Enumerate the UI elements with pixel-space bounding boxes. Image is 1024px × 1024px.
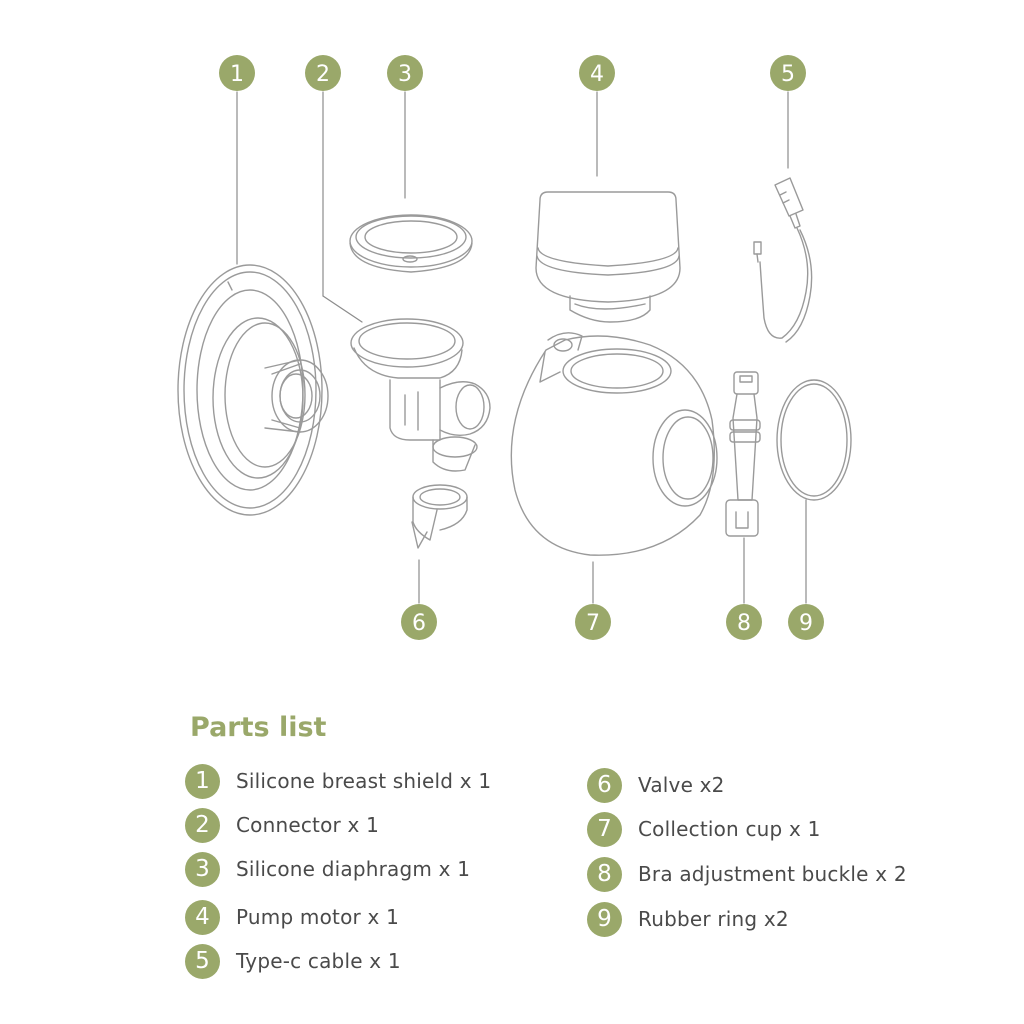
collection-cup-illustration xyxy=(511,333,717,555)
part-label: Silicone diaphragm x 1 xyxy=(236,857,471,881)
svg-text:4: 4 xyxy=(590,62,604,87)
parts-list-item xyxy=(185,806,379,844)
part-label: Bra adjustment buckle x 2 xyxy=(638,862,907,886)
leader-lines xyxy=(237,92,806,603)
callout-3 xyxy=(387,55,423,91)
part-label: Silicone breast shield x 1 xyxy=(236,769,492,793)
part-label: Pump motor x 1 xyxy=(236,905,400,929)
callout-2 xyxy=(305,55,341,91)
svg-text:3: 3 xyxy=(398,62,412,87)
pump-motor-illustration xyxy=(536,192,680,322)
parts-list-item xyxy=(587,855,907,893)
part-number-badge: 4 xyxy=(185,900,220,935)
callout-9 xyxy=(788,604,824,640)
part-number-badge: 2 xyxy=(185,808,220,843)
svg-text:6: 6 xyxy=(412,611,426,636)
callout-4 xyxy=(579,55,615,91)
part-label: Type-c cable x 1 xyxy=(236,949,401,973)
breast-shield-illustration xyxy=(178,265,328,515)
parts-list-item xyxy=(185,850,470,888)
parts-list-item xyxy=(587,810,821,848)
part-number-badge: 1 xyxy=(185,764,220,799)
part-number-badge: 9 xyxy=(587,902,622,937)
parts-list-item xyxy=(587,766,725,804)
callout-7 xyxy=(575,604,611,640)
silicone-diaphragm-illustration xyxy=(350,215,472,272)
parts-list-item xyxy=(587,900,789,938)
part-label: Connector x 1 xyxy=(236,813,380,837)
valve-illustration xyxy=(412,485,467,548)
svg-text:7: 7 xyxy=(586,611,600,636)
type-c-cable-illustration xyxy=(754,178,812,342)
callout-6 xyxy=(401,604,437,640)
part-label: Rubber ring x2 xyxy=(638,907,789,931)
part-number-badge: 3 xyxy=(185,852,220,887)
parts-list-title: Parts list xyxy=(190,712,327,743)
callout-1 xyxy=(219,55,255,91)
svg-text:9: 9 xyxy=(799,611,813,636)
callout-markers xyxy=(219,55,824,640)
svg-text:1: 1 xyxy=(230,62,244,87)
callout-5 xyxy=(770,55,806,91)
svg-text:8: 8 xyxy=(737,611,751,636)
part-label: Valve x2 xyxy=(638,773,725,797)
part-number-badge: 8 xyxy=(587,857,622,892)
bra-buckle-illustration xyxy=(726,372,760,536)
part-label: Collection cup x 1 xyxy=(638,817,821,841)
connector-illustration xyxy=(351,319,490,471)
part-number-badge: 5 xyxy=(185,944,220,979)
parts-list-item xyxy=(185,942,401,980)
svg-text:5: 5 xyxy=(781,62,795,87)
parts-list-item xyxy=(185,762,491,800)
rubber-ring-illustration xyxy=(777,380,851,500)
svg-text:2: 2 xyxy=(316,62,330,87)
callout-8 xyxy=(726,604,762,640)
parts-list-item xyxy=(185,898,399,936)
part-number-badge: 6 xyxy=(587,768,622,803)
part-number-badge: 7 xyxy=(587,812,622,847)
